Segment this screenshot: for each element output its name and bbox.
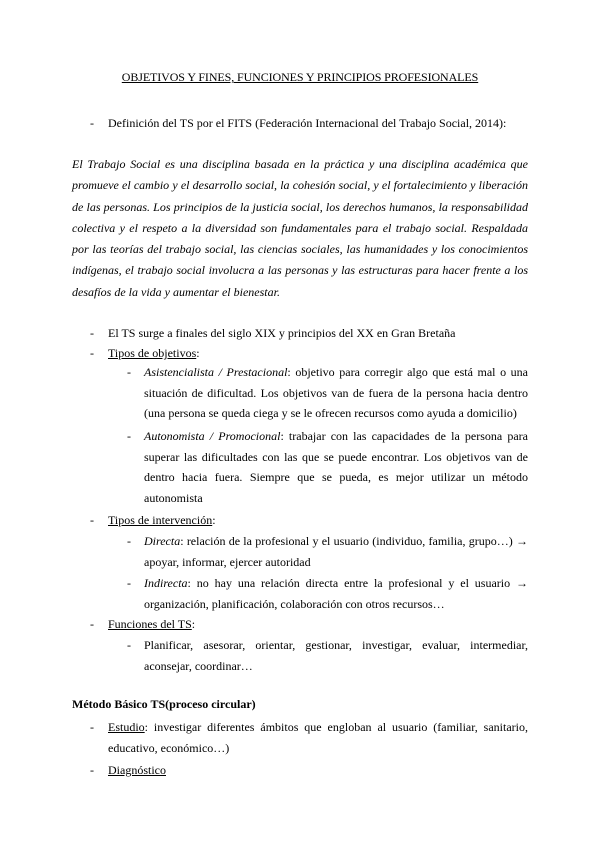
- intervention-item-indirecta: [144, 573, 528, 614]
- objective-description: : trabajar con las capacidades de la persona para superar las dificultades con las que se puede encontrar. Los objetivos van de dentro hacia fuera. Siempre que se pueda, es mejor utilizar un método autonomista: [144, 429, 528, 505]
- objective-item-asistencialista: [144, 362, 528, 424]
- method-heading: Método Básico TS(proceso circular): [72, 697, 256, 711]
- intervention-description: : no hay una relación directa entre la profesional y el usuario → organización, planificación, colaboración con otros recursos…: [144, 576, 528, 611]
- sub-bullet-dash: -: [127, 429, 131, 443]
- bullet-dash: -: [90, 763, 94, 777]
- sub-bullet-dash: -: [127, 576, 131, 590]
- objective-term: Autonomista / Promocional: [144, 429, 281, 443]
- fits-definition-quote: El Trabajo Social es una disciplina basada en la práctica y una disciplina académica que promueve el cambio y el desarrollo social, la cohesión social, y el fortalecimiento y liberación de las personas. Los principios de la justicia social, los derechos humanos, la responsabilidad colectiva y el respeto a la diversidad son fundamentales para el trabajo social. Respaldada por las teorías del trabajo social, las ciencias sociales, las humanidades y los conocimientos indígenas, el trabajo social involucra a las personas y las estructuras para hacer frente a los desafíos de la vida y aumentar el bienestar.: [72, 157, 528, 299]
- bullet-dash: -: [90, 326, 94, 340]
- intervention-term: Indirecta: [144, 576, 188, 590]
- functions-heading: [108, 617, 195, 632]
- bullet-dash: -: [90, 116, 94, 130]
- bullet-dash: -: [90, 617, 94, 631]
- page-title: OBJETIVOS Y FINES, FUNCIONES Y PRINCIPIOS PROFESIONALES: [121, 70, 479, 84]
- method-step-description: : investigar diferentes ámbitos que engloban al usuario (familiar, sanitario, educativo, económico…): [108, 720, 528, 755]
- sub-bullet-dash: -: [127, 365, 131, 379]
- objective-term: Asistencialista / Prestacional: [144, 365, 288, 379]
- intervention-term: Directa: [144, 534, 181, 548]
- objective-types-label: Tipos de objetivos: [108, 346, 197, 360]
- intervention-types-colon: :: [212, 513, 216, 527]
- intervention-types-heading: [108, 513, 216, 528]
- intervention-types-label: Tipos de intervención: [108, 513, 213, 527]
- objective-description: : objetivo para corregir algo que está mal o una situación de dificultad. Los objetivos van de fuera de la persona hacia dentro (una persona se queda ciega y se le ofrecen recursos como ayuda a domicilio): [144, 365, 528, 420]
- objective-item-autonomista: [144, 426, 528, 508]
- functions-list: Planificar, asesorar, orientar, gestionar, investigar, evaluar, intermediar, aconsejar, coordinar…: [144, 638, 528, 673]
- functions-label: Funciones del TS: [108, 617, 192, 631]
- bullet-dash: -: [90, 513, 94, 527]
- sub-bullet-dash: -: [127, 534, 131, 548]
- functions-colon: :: [191, 617, 196, 631]
- method-step-diagnostico: Diagnóstico: [108, 763, 166, 777]
- intervention-description: : relación de la profesional y el usuario (individuo, familia, grupo…) → apoyar, informar, ejercer autoridad: [144, 534, 528, 569]
- method-step-estudio: [108, 717, 528, 758]
- objective-types-heading: [108, 346, 200, 361]
- bullet-dash: -: [90, 720, 94, 734]
- origin-line: El TS surge a finales del siglo XIX y principios del XX en Gran Bretaña: [108, 326, 456, 340]
- objective-types-colon: :: [196, 346, 200, 360]
- definition-line: Definición del TS por el FITS (Federación Internacional del Trabajo Social, 2014):: [108, 116, 507, 130]
- method-step-label: Estudio: [108, 720, 145, 734]
- sub-bullet-dash: -: [127, 638, 131, 652]
- intervention-item-directa: [144, 531, 528, 572]
- bullet-dash: -: [90, 346, 94, 360]
